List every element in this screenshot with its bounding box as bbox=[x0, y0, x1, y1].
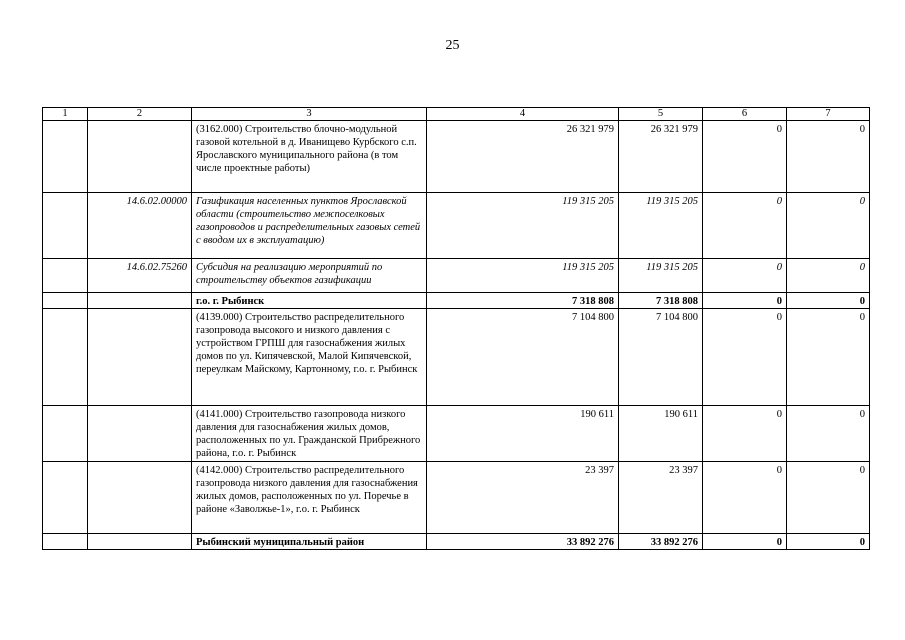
row-name: (4142.000) Строительство распределительного газопровода низкого давления для газоснабжения жилых домов, расположенных по ул. Поречье в районе «Заволжье-1», г.о. г. Рыбинск bbox=[192, 462, 427, 534]
table-row bbox=[43, 193, 870, 259]
row-col-1 bbox=[43, 293, 88, 309]
row-name: г.о. г. Рыбинск bbox=[192, 293, 427, 309]
row-col-1 bbox=[43, 534, 88, 550]
header-col-4: 4 bbox=[427, 108, 619, 121]
row-code bbox=[88, 121, 192, 193]
row-value-5: 119 315 205 bbox=[619, 193, 703, 259]
row-value-6: 0 bbox=[703, 193, 787, 259]
row-value-6: 0 bbox=[703, 259, 787, 293]
row-value-6: 0 bbox=[703, 462, 787, 534]
row-value-6: 0 bbox=[703, 121, 787, 193]
table-row bbox=[43, 259, 870, 293]
header-col-2: 2 bbox=[88, 108, 192, 121]
table-row bbox=[43, 406, 870, 462]
row-name: (4139.000) Строительство распределительного газопровода высокого и низкого давления с устройством ГРПШ для газоснабжения жилых домов по ул. Кипячевской, Малой Кипячевской, переулкам Майскому, Картонному, г.о. г. Рыбинск bbox=[192, 309, 427, 406]
table-row bbox=[43, 293, 870, 309]
row-value-5: 7 318 808 bbox=[619, 293, 703, 309]
row-value-7: 0 bbox=[787, 259, 870, 293]
row-value-5: 7 104 800 bbox=[619, 309, 703, 406]
row-code bbox=[88, 534, 192, 550]
header-col-6: 6 bbox=[703, 108, 787, 121]
row-value-4: 26 321 979 bbox=[427, 121, 619, 193]
row-name: Рыбинский муниципальный район bbox=[192, 534, 427, 550]
row-value-5: 119 315 205 bbox=[619, 259, 703, 293]
row-value-5: 26 321 979 bbox=[619, 121, 703, 193]
row-value-6: 0 bbox=[703, 293, 787, 309]
row-name: Газификация населенных пунктов Ярославской области (строительство межпоселковых газопроводов и распределительных газовых сетей с вводом их в эксплуатацию) bbox=[192, 193, 427, 259]
row-code bbox=[88, 293, 192, 309]
row-value-7: 0 bbox=[787, 293, 870, 309]
row-code bbox=[88, 462, 192, 534]
row-code bbox=[88, 406, 192, 462]
row-value-6: 0 bbox=[703, 534, 787, 550]
table-row bbox=[43, 121, 870, 193]
row-name: (4141.000) Строительство газопровода низкого давления для газоснабжения жилых домов, расположенных по ул. Гражданской Прибрежного района, г.о. г. Рыбинск bbox=[192, 406, 427, 462]
row-value-5: 190 611 bbox=[619, 406, 703, 462]
row-value-7: 0 bbox=[787, 462, 870, 534]
table-row bbox=[43, 534, 870, 550]
row-value-4: 7 104 800 bbox=[427, 309, 619, 406]
header-col-7: 7 bbox=[787, 108, 870, 121]
row-value-6: 0 bbox=[703, 406, 787, 462]
header-col-1: 1 bbox=[43, 108, 88, 121]
header-col-3: 3 bbox=[192, 108, 427, 121]
row-value-6: 0 bbox=[703, 309, 787, 406]
header-col-5: 5 bbox=[619, 108, 703, 121]
row-col-1 bbox=[43, 259, 88, 293]
table-row bbox=[43, 309, 870, 406]
row-col-1 bbox=[43, 193, 88, 259]
row-value-7: 0 bbox=[787, 121, 870, 193]
row-col-1 bbox=[43, 121, 88, 193]
row-code: 14.6.02.75260 bbox=[88, 259, 192, 293]
row-value-5: 23 397 bbox=[619, 462, 703, 534]
header-row bbox=[43, 108, 870, 121]
budget-table bbox=[42, 107, 870, 550]
row-value-5: 33 892 276 bbox=[619, 534, 703, 550]
row-value-7: 0 bbox=[787, 193, 870, 259]
page-number: 25 bbox=[445, 38, 460, 53]
row-value-4: 190 611 bbox=[427, 406, 619, 462]
row-col-1 bbox=[43, 406, 88, 462]
row-code: 14.6.02.00000 bbox=[88, 193, 192, 259]
row-name: (3162.000) Строительство блочно-модульной газовой котельной в д. Иванищево Курбского с.п. Ярославского муниципального района (в том числе проектные работы) bbox=[192, 121, 427, 193]
table-row bbox=[43, 462, 870, 534]
row-col-1 bbox=[43, 462, 88, 534]
row-value-4: 33 892 276 bbox=[427, 534, 619, 550]
row-value-4: 119 315 205 bbox=[427, 193, 619, 259]
row-value-7: 0 bbox=[787, 309, 870, 406]
row-value-4: 23 397 bbox=[427, 462, 619, 534]
row-value-4: 119 315 205 bbox=[427, 259, 619, 293]
row-value-4: 7 318 808 bbox=[427, 293, 619, 309]
row-value-7: 0 bbox=[787, 534, 870, 550]
row-col-1 bbox=[43, 309, 88, 406]
row-value-7: 0 bbox=[787, 406, 870, 462]
row-name: Субсидия на реализацию мероприятий по строительству объектов газификации bbox=[192, 259, 427, 293]
row-code bbox=[88, 309, 192, 406]
